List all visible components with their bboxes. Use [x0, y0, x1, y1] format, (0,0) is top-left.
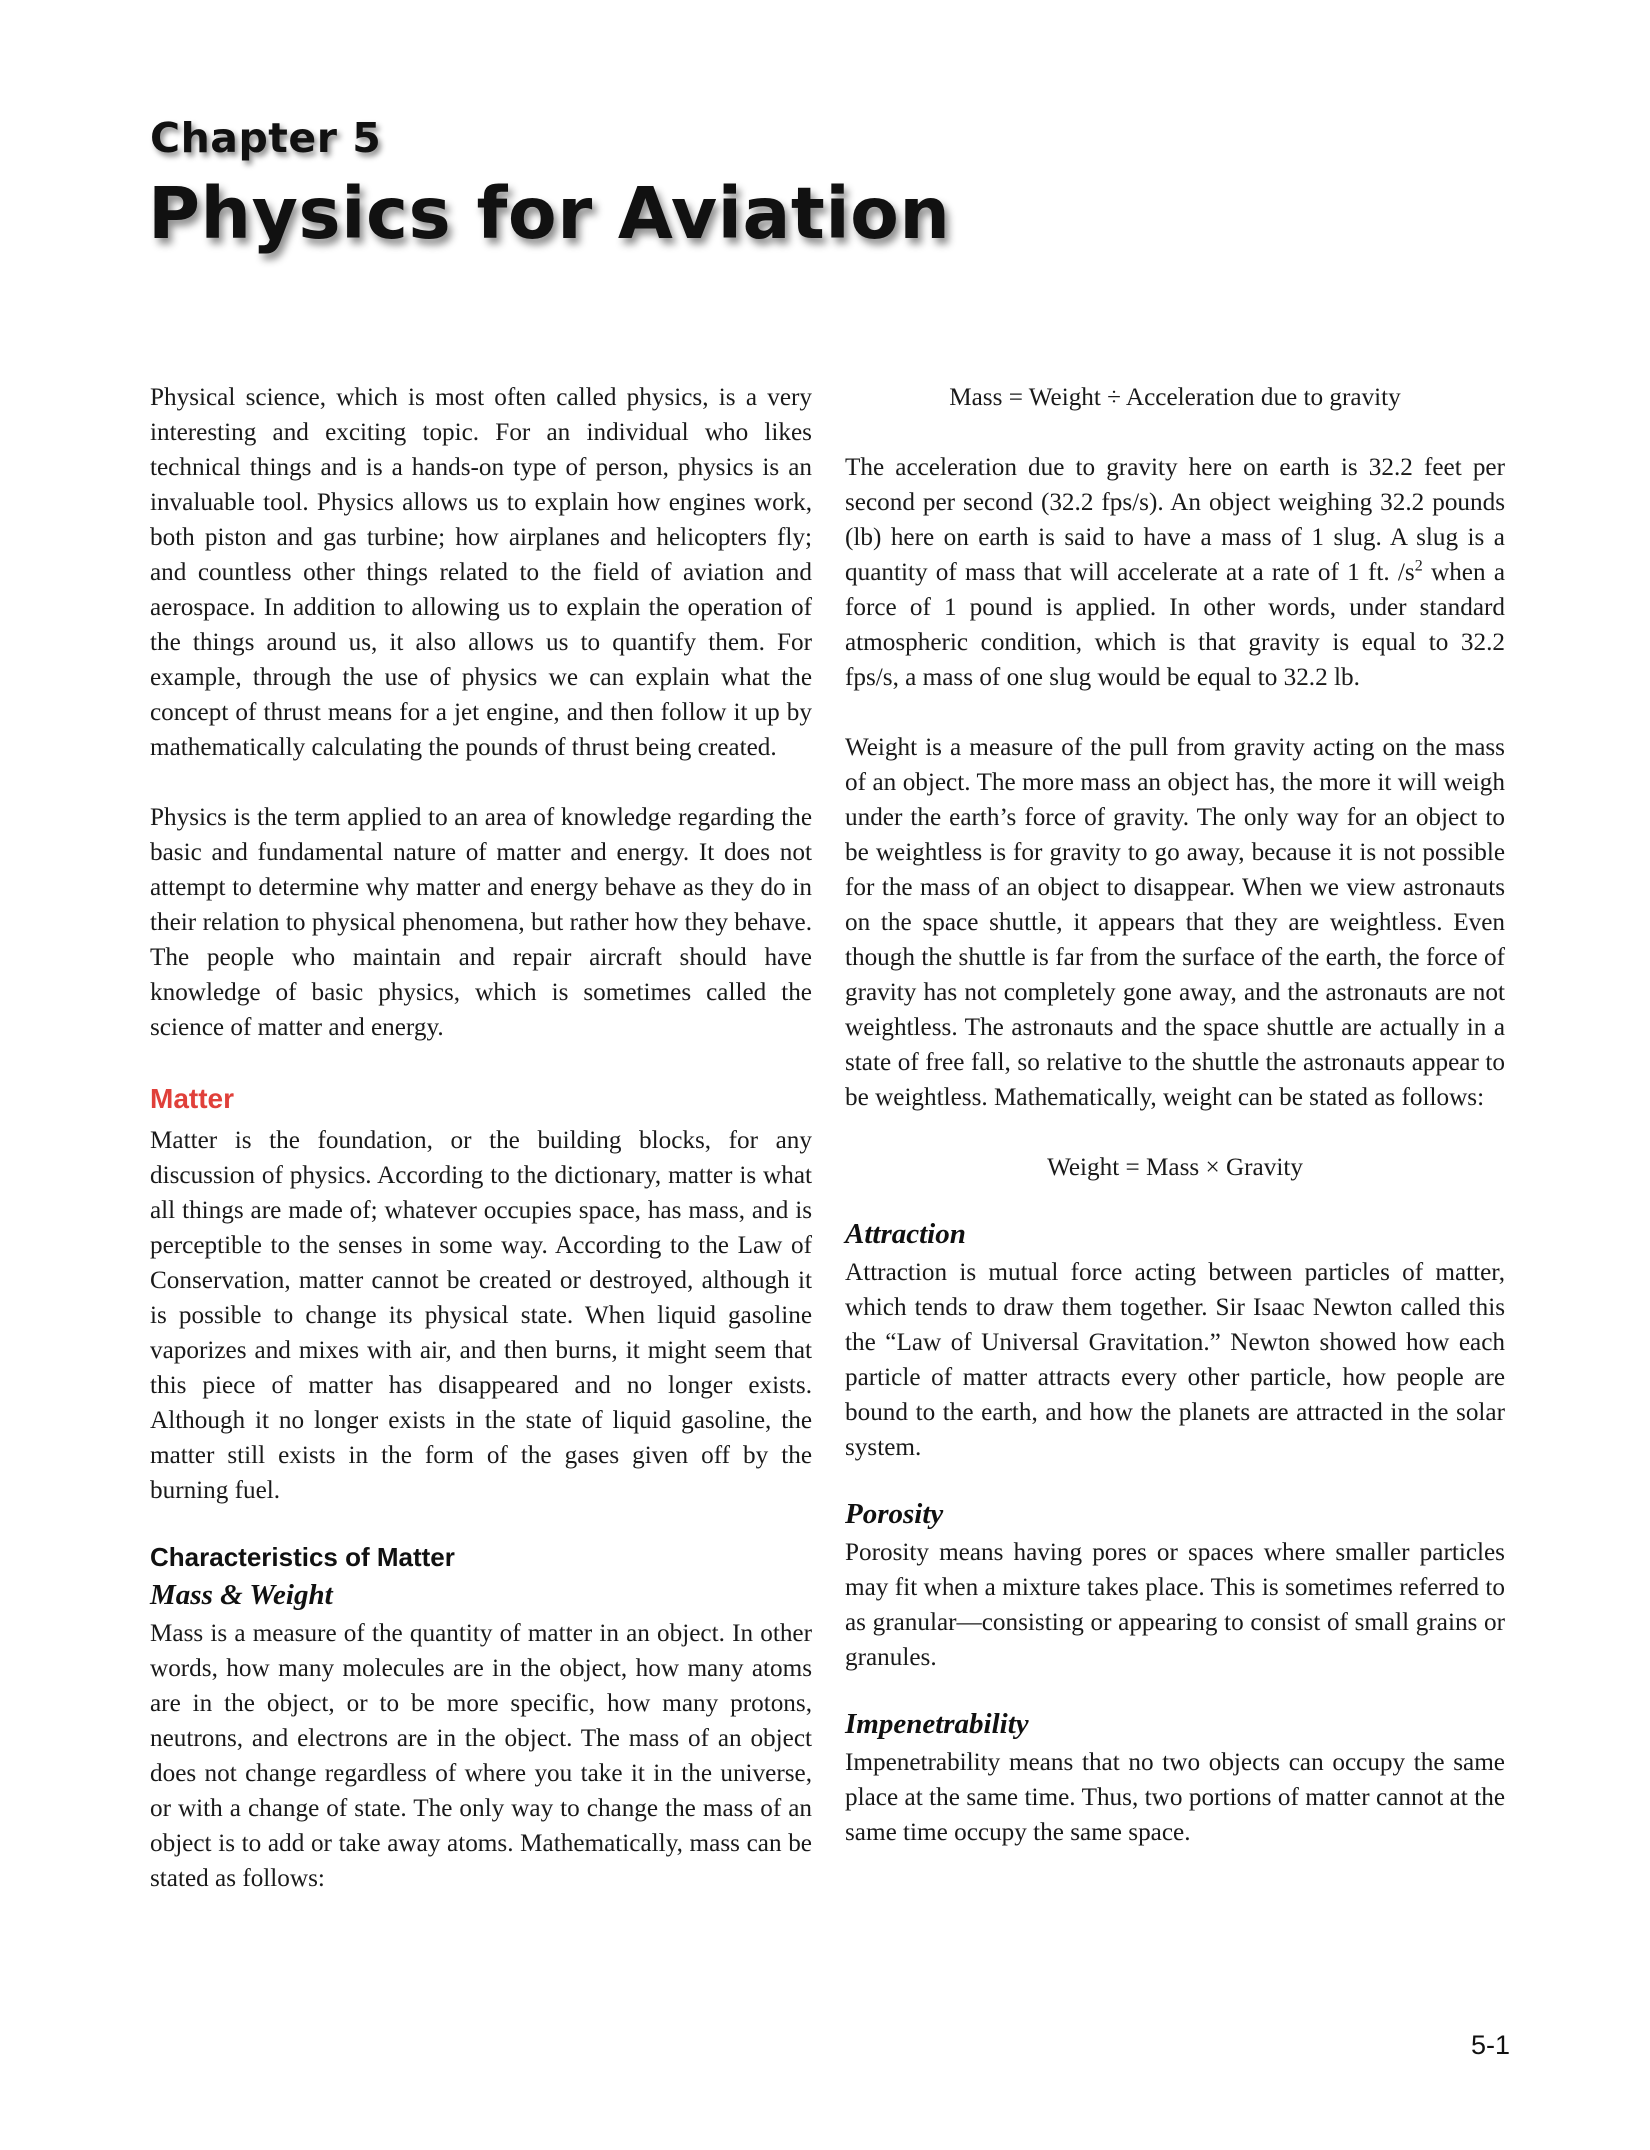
intro-paragraph-1: Physical science, which is most often called physics, is a very interesting and exciting topic. For an individual who likes technical things and is a hands-on type of person, physics is an invaluable tool. Physics allows us to explain how engines work, both piston and gas turbine; how airplanes and helicopters fly; and countless other things related to the field of aviation and aerospace. In addition to allowing us to explain the operation of the things around us, it also allows us to quantify them. For example, through the use of physics we can explain what the concept of thrust means for a jet engine, and then follow it up by mathematically calculating the pounds of thrust being created. — [150, 384, 812, 761]
gravity-paragraph — [845, 450, 1505, 695]
matter-paragraph: Matter is the foundation, or the building blocks, for any discussion of physics. According to the dictionary, matter is what all things are made of; whatever occupies space, has mass, and is perceptible to the senses in some way. According to the Law of Conservation, matter cannot be created or destroyed, although it is possible to change its physical state. When liquid gasoline vaporizes and mixes with air, and then burns, it might seem that this piece of matter has disappeared and no longer exists. Although it no longer exists in the state of liquid gasoline, the matter still exists in the form of the gases given off by the burning fuel. — [150, 1127, 812, 1504]
porosity-heading: Porosity — [845, 1498, 944, 1530]
impenetrability-heading: Impenetrability — [845, 1708, 1029, 1740]
gravity-paragraph-part1: The acceleration due to gravity here on earth is 32.2 feet per second per second (32.2 fps/s). An object weighing 32.2 pounds (lb) here on earth is said to have a mass of 1 slug. A slug is a quantity of mass that will accelerate at a rate of 1 ft. /s — [845, 454, 1505, 586]
attraction-paragraph: Attraction is mutual force acting between particles of matter, which tends to draw them together. Sir Isaac Newton called this the “Law of Universal Gravitation.” Newton showed how each particle of matter attracts every other particle, how people are bound to the earth, and how the planets are attracted in the solar system. — [845, 1259, 1505, 1461]
weight-formula: Weight = Mass × Gravity — [1047, 1154, 1303, 1181]
porosity-paragraph: Porosity means having pores or spaces where smaller particles may fit when a mixture takes place. This is sometimes referred to as granular—consisting or appearing to consist of small grains or granules. — [845, 1539, 1505, 1671]
impenetrability-paragraph: Impenetrability means that no two objects can occupy the same place at the same time. Thus, two portions of matter cannot at the same time occupy the same space. — [845, 1749, 1505, 1846]
left-column — [150, 380, 812, 1931]
mass-formula: Mass = Weight ÷ Acceleration due to gravity — [949, 384, 1401, 411]
chapter-label: Chapter 5 — [150, 114, 382, 162]
intro-paragraph-2: Physics is the term applied to an area of knowledge regarding the basic and fundamental nature of matter and energy. It does not attempt to determine why matter and energy behave as they do in their relation to physical phenomena, but rather how they behave. The people who maintain and repair aircraft should have knowledge of basic physics, which is sometimes called the science of matter and energy. — [150, 804, 812, 1041]
page-number: 5-1 — [1470, 2030, 1510, 2060]
attraction-heading: Attraction — [845, 1218, 966, 1250]
mass-weight-paragraph: Mass is a measure of the quantity of matter in an object. In other words, how many molecules are in the object, how many atoms are in the object, or to be more specific, how many protons, neutrons, and electrons are in the object. The mass of an object does not change regardless of where you take it in the universe, or with a change of state. The only way to change the mass of an object is to add or take away atoms. Mathematically, mass can be stated as follows: — [150, 1620, 812, 1892]
characteristics-heading: Characteristics of Matter — [150, 1542, 455, 1572]
chapter-title: Physics for Aviation — [148, 172, 951, 255]
gravity-paragraph-superscript: 2 — [1414, 557, 1423, 575]
weight-paragraph: Weight is a measure of the pull from gravity acting on the mass of an object. The more mass an object has, the more it will weigh under the earth’s force of gravity. The only way for an object to be weightless is for gravity to go away, because it is not possible for the mass of an object to disappear. When we view astronauts on the space shuttle, it appears that they are weightless. Even though the shuttle is far from the surface of the earth, the force of gravity has not completely gone away, and the astronauts are not weightless. The astronauts and the space shuttle are actually in a state of free fall, so relative to the shuttle the astronauts appear to be weightless. Mathematically, weight can be stated as follows: — [845, 734, 1505, 1111]
mass-weight-heading: Mass & Weight — [150, 1579, 333, 1611]
matter-heading: Matter — [150, 1083, 235, 1114]
right-column — [845, 380, 1505, 1885]
gravity-paragraph-part2: when a force of 1 pound is applied. In other words, under standard atmospheric condition, which is that gravity is equal to 32.2 fps/s, a mass of one slug would be equal to 32.2 lb. — [845, 559, 1505, 691]
